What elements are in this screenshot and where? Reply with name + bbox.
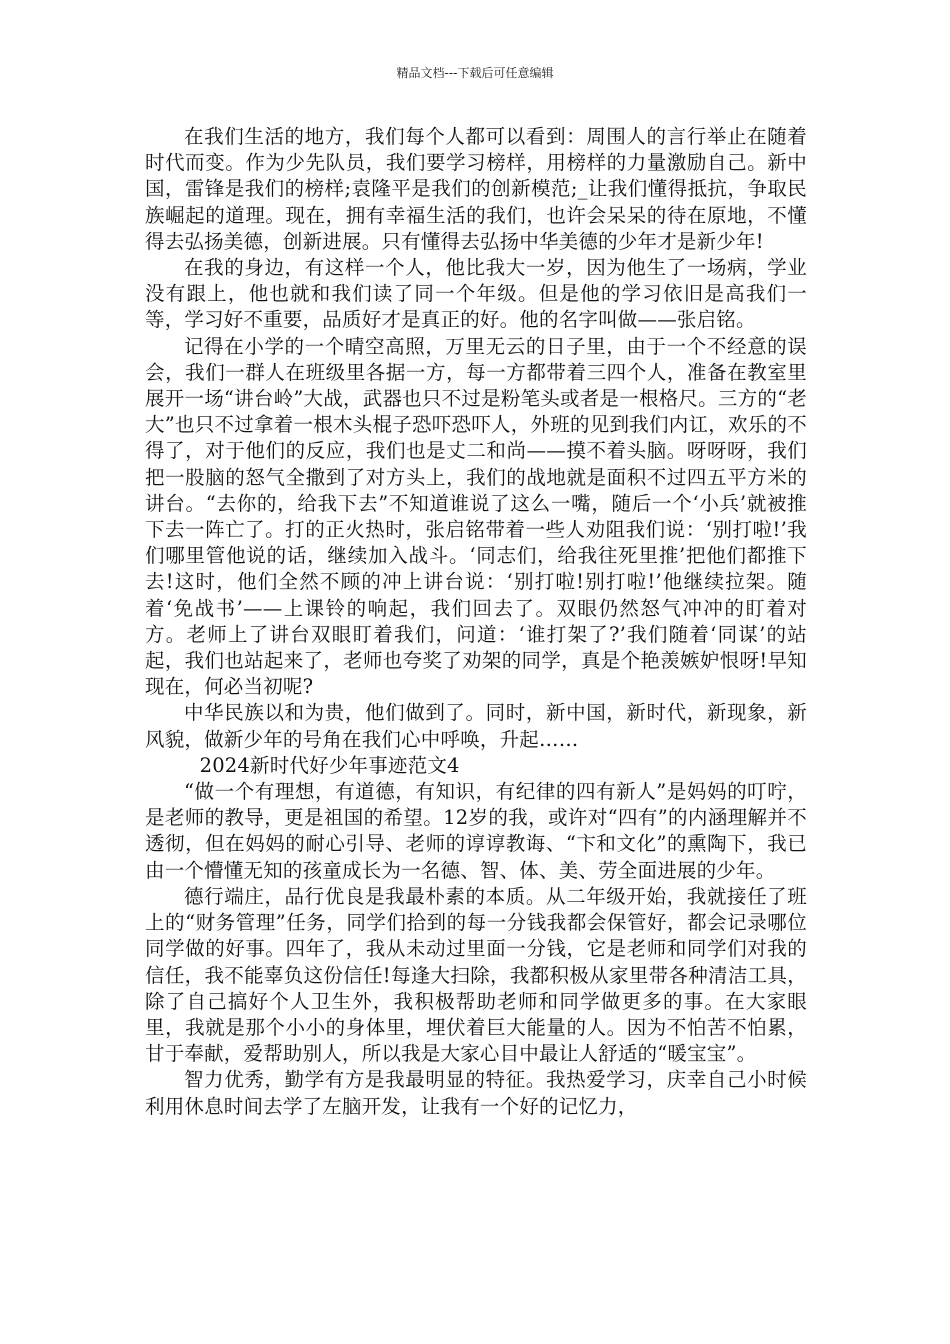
paragraph: 中华民族以和为贵，他们做到了。同时，新中国，新时代，新现象，新风貌，做新少年的号角在我们心中呼唤，升起…… xyxy=(145,701,807,751)
paragraph: 记得在小学的一个晴空高照，万里无云的日子里，由于一个不经意的误会，我们一群人在班级里各据一方，每一方都带着三四个人，准备在教室里展开一场“讲台岭”大战，武器也只不过是粉笔头或者是一根格尺。三方的“老大”也只不过拿着一根木头棍子恐吓恐吓人，外班的见到我们内讧，欢乐的不得了，对于他们的反应，我们也是丈二和尚——摸不着头脑。呀呀呀，我们把一股脑的怒气全撒到了对方头上，我们的战地就是面积不过四五平方米的讲台。“去你的，给我下去”不知道谁说了这么一嘴，随后一个‘小兵’就被推下去一阵亡了。打的正火热时，张启铭带着一些人劝阻我们说：‘别打啦!’我们哪里管他说的话，继续加入战斗。‘同志们，给我往死里推’把他们都推下去!这时，他们全然不顾的冲上讲台说：‘别打啦!别打啦!’他继续拉架。随着‘免战书’——上课铃的响起，我们回去了。双眼仍然怒气冲冲的盯着对方。老师上了讲台双眼盯着我们，问道：‘谁打架了?’我们随着‘同谋’的站起，我们也站起来了，老师也夸奖了劝架的同学，真是个艳羡嫉妒恨呀!早知现在，何必当初呢? xyxy=(145,334,807,699)
paragraph: 智力优秀，勤学有方是我最明显的特征。我热爱学习，庆幸自己小时候利用休息时间去学了左脑开发，让我有一个好的记忆力， xyxy=(145,1068,807,1118)
paragraph: 在我们生活的地方，我们每个人都可以看到：周围人的言行举止在随着时代而变。作为少先队员，我们要学习榜样，用榜样的力量激励自己。新中国，雷锋是我们的榜样;袁隆平是我们的创新模范;_让我们懂得抵抗，争取民族崛起的道理。现在，拥有幸福生活的我们，也许会呆呆的待在原地，不懂得去弘扬美德，创新进展。只有懂得去弘扬中华美德的少年才是新少年! xyxy=(145,125,807,253)
paragraph: “做一个有理想，有道德，有知识，有纪律的四有新人”是妈妈的叮咛，是老师的教导，更是祖国的希望。12岁的我，或许对“四有”的内涵理解并不透彻，但在妈妈的耐心引导、老师的谆谆教诲、“卞和文化”的熏陶下，我已由一个懵懂无知的孩童成长为一名德、智、体、美、劳全面进展的少年。 xyxy=(145,780,807,882)
page-header: 精品文档---下载后可任意编辑 xyxy=(396,66,554,80)
document-body xyxy=(145,124,807,1120)
paragraph: 德行端庄，品行优良是我最朴素的本质。从二年级开始，我就接任了班上的“财务管理”任务，同学们拾到的每一分钱我都会保管好，都会记录哪位同学做的好事。四年了，我从未动过里面一分钱，它是老师和同学们对我的信任，我不能辜负这份信任!每逢大扫除，我都积极从家里带各种清洁工具，除了自己搞好个人卫生外，我积极帮助老师和同学做更多的事。在大家眼里，我就是那个小小的身体里，埋伏着巨大能量的人。因为不怕苦不怕累，甘于奉献，爱帮助别人，所以我是大家心目中最让人舒适的“暖宝宝”。 xyxy=(145,884,807,1066)
section-heading: 2024新时代好少年事迹范文4 xyxy=(199,753,460,777)
paragraph: 在我的身边，有这样一个人，他比我大一岁，因为他生了一场病，学业没有跟上，他也就和我们读了同一个年级。但是他的学习依旧是高我们一等，学习好不重要，品质好才是真正的好。他的名字叫做——张启铭。 xyxy=(145,256,807,332)
